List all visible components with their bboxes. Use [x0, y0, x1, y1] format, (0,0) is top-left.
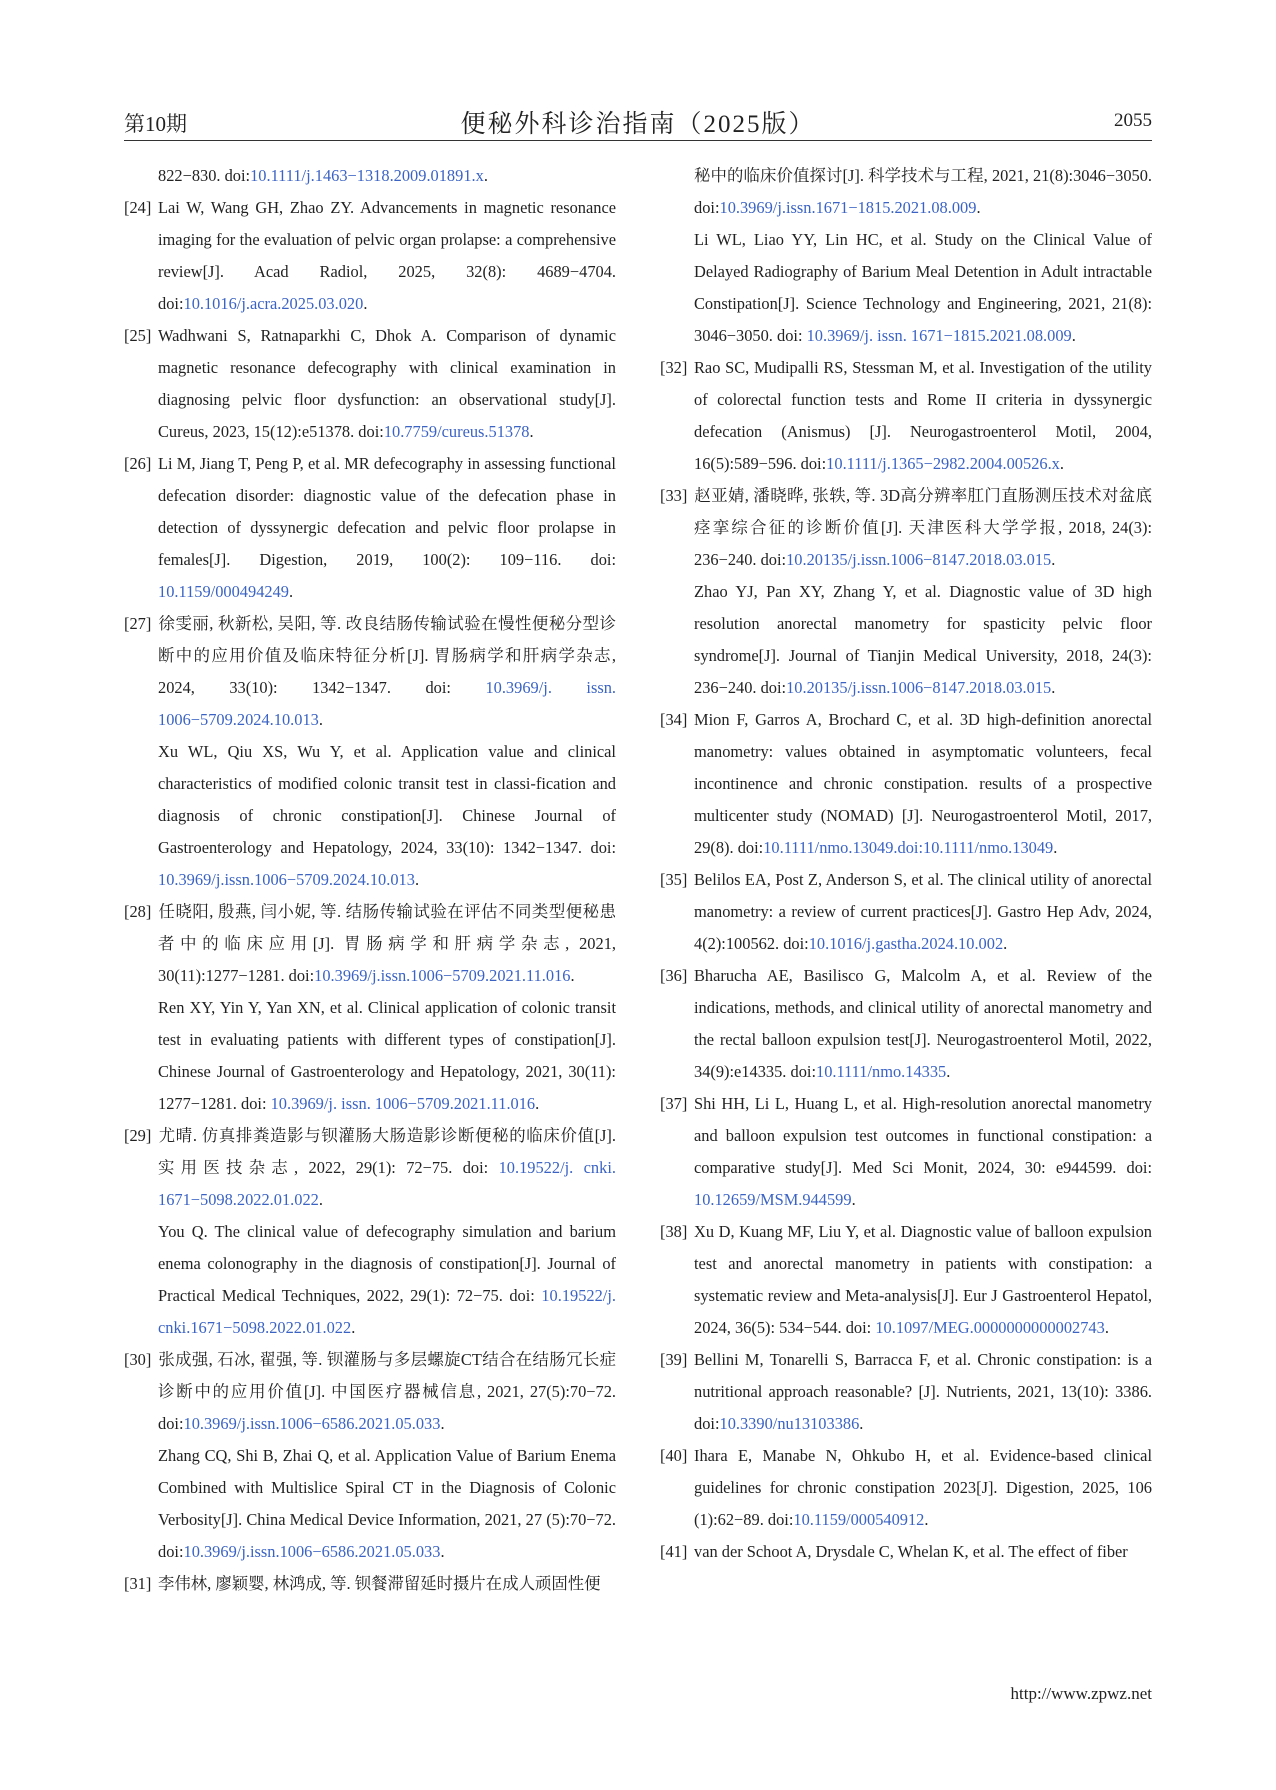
reference-entry	[660, 1344, 1152, 1440]
reference-tail: .	[946, 1062, 951, 1081]
doi-link[interactable]: 10.1111/nmo.13049.doi:10.1111/nmo.13049	[763, 838, 1054, 857]
doi-link[interactable]: 10.1111/j.1365−2982.2004.00526.x	[826, 454, 1060, 473]
reference-tail: .	[440, 1414, 445, 1433]
reference-entry	[660, 1536, 1152, 1568]
reference-entry	[124, 1216, 616, 1344]
reference-number: [27]	[124, 614, 152, 633]
reference-number: [33]	[660, 486, 688, 505]
reference-entry	[660, 1216, 1152, 1344]
reference-entry	[660, 352, 1152, 480]
doi-link[interactable]: 10.1159/000540912	[793, 1510, 925, 1529]
reference-entry	[124, 192, 616, 320]
reference-entry	[124, 1440, 616, 1568]
reference-entry	[660, 960, 1152, 1088]
doi-link[interactable]: 10.3969/j.issn.1006−5709.2021.11.016	[314, 966, 571, 985]
reference-text: Lai W, Wang GH, Zhao ZY. Advancements in magnetic resonance imaging for the evaluation of pelvic organ prolapse: a comprehensive review[J]. Acad Radiol, 2025, 32(8): 4689−4704. doi:	[158, 198, 616, 313]
reference-entry	[660, 480, 1152, 576]
doi-link[interactable]: 10.3969/j.issn.1006−5709.2024.10.013	[158, 870, 415, 889]
reference-number: [35]	[660, 870, 688, 889]
reference-text: 李伟林, 廖颖婴, 林鸿成, 等. 钡餐滞留延时摄片在成人顽固性便	[158, 1574, 601, 1593]
reference-tail: .	[351, 1318, 356, 1337]
reference-text: Xu WL, Qiu XS, Wu Y, et al. Application value and clinical characteristics of modified colonic transit test in classi-fication and diagnosis of chronic constipation[J]. Chinese Journal of Gastroenterology and Hepatology, 2024, 33(10): 1342−1347. doi:	[158, 742, 616, 857]
reference-number: [29]	[124, 1126, 152, 1145]
reference-column-left	[124, 160, 616, 1600]
reference-tail: .	[483, 166, 488, 185]
reference-tail: .	[859, 1414, 864, 1433]
reference-tail: .	[535, 1094, 540, 1113]
reference-tail: .	[288, 582, 294, 601]
reference-entry	[660, 704, 1152, 864]
doi-link[interactable]: 10.3969/j. issn. 1006−5709.2021.11.016	[270, 1094, 536, 1113]
doi-link[interactable]: 10.1016/j.acra.2025.03.020	[183, 294, 364, 313]
reference-text: Shi HH, Li L, Huang L, et al. High-resolution anorectal manometry and balloon expulsion test outcomes in functional constipation: a comparative study[J]. Med Sci Monit, 2024, 30: e944599. doi:	[694, 1094, 1152, 1177]
reference-entry	[660, 1088, 1152, 1216]
reference-tail: .	[1071, 326, 1076, 345]
reference-tail: .	[570, 966, 575, 985]
reference-tail: .	[851, 1190, 856, 1209]
doi-link[interactable]: 10.19522/j. cnki.1671−5098.2022.01.022	[158, 1286, 616, 1337]
reference-text: Ihara E, Manabe N, Ohkubo H, et al. Evidence-based clinical guidelines for chronic constipation 2023[J]. Digestion, 2025, 106 (1):62−89. doi:	[694, 1446, 1152, 1529]
doi-link[interactable]: 10.3969/j.issn.1006−6586.2021.05.033	[183, 1414, 441, 1433]
reference-number: [24]	[124, 198, 152, 217]
reference-text: 赵亚婧, 潘晓晔, 张轶, 等. 3D高分辨率肛门直肠测压技术对盆底痉挛综合征的诊断价值[J]. 天津医科大学学报, 2018, 24(3): 236−240. doi:	[694, 486, 1152, 569]
reference-entry	[124, 1344, 616, 1440]
doi-link[interactable]: 10.3969/j. issn. 1671−1815.2021.08.009	[806, 326, 1072, 345]
reference-number: [28]	[124, 902, 152, 921]
reference-entry	[660, 864, 1152, 960]
doi-link[interactable]: 10.1097/MEG.0000000000002743	[875, 1318, 1105, 1337]
reference-tail: .	[1104, 1318, 1109, 1337]
reference-text: 822−830. doi:	[158, 166, 251, 185]
reference-number: [39]	[660, 1350, 688, 1369]
reference-tail: .	[1051, 550, 1056, 569]
reference-text: Bellini M, Tonarelli S, Barracca F, et al. Chronic constipation: is a nutritional approach reasonable? [J]. Nutrients, 2021, 13(10): 3386. doi:	[694, 1350, 1152, 1433]
reference-entry	[124, 736, 616, 896]
reference-tail: .	[976, 198, 981, 217]
reference-entry	[124, 1568, 616, 1600]
reference-tail: .	[1053, 838, 1058, 857]
reference-text: Li WL, Liao YY, Lin HC, et al. Study on the Clinical Value of Delayed Radiography of Barium Meal Detention in Adult intractable Constipation[J]. Science Technology and Engineering, 2021, 21(8): 3046−3050. doi:	[694, 230, 1152, 345]
reference-number: [40]	[660, 1446, 688, 1465]
doi-link[interactable]: 10.19522/j. cnki. 1671−5098.2022.01.022	[158, 1158, 616, 1209]
reference-entry	[124, 1120, 616, 1216]
reference-number: [25]	[124, 326, 152, 345]
reference-text: Belilos EA, Post Z, Anderson S, et al. The clinical utility of anorectal manometry: a review of current practices[J]. Gastro Hep Adv, 2024, 4(2):100562. doi:	[694, 870, 1152, 953]
reference-text: Ren XY, Yin Y, Yan XN, et al. Clinical application of colonic transit test in evaluating patients with different types of constipation[J]. Chinese Journal of Gastroenterology and Hepatology, 2021, 30(11): 1277−1281. doi:	[158, 998, 616, 1113]
reference-tail: .	[1051, 678, 1056, 697]
reference-text: Zhao YJ, Pan XY, Zhang Y, et al. Diagnostic value of 3D high resolution anorectal manometry for spasticity pelvic floor syndrome[J]. Journal of Tianjin Medical University, 2018, 24(3): 236−240. doi:	[694, 582, 1152, 697]
doi-link[interactable]: 10.3969/j. issn. 1006−5709.2024.10.013	[158, 678, 616, 729]
reference-text: Bharucha AE, Basilisco G, Malcolm A, et al. Review of the indications, methods, and clinical utility of anorectal manometry and the rectal balloon expulsion test[J]. Neurogastroenterol Motil, 2022, 34(9):e14335. doi:	[694, 966, 1152, 1081]
reference-text: 徐雯丽, 秋新松, 吴阳, 等. 改良结肠传输试验在慢性便秘分型诊断中的应用价值及临床特征分析[J]. 胃肠病学和肝病学杂志, 2024, 33(10): 1342−1347. doi:	[158, 614, 616, 697]
reference-tail: .	[1059, 454, 1064, 473]
reference-number: [34]	[660, 710, 688, 729]
reference-entry	[124, 992, 616, 1120]
doi-link[interactable]: 10.20135/j.issn.1006−8147.2018.03.015	[786, 550, 1052, 569]
reference-number: [41]	[660, 1542, 688, 1561]
reference-entry	[124, 160, 616, 192]
reference-entry	[124, 448, 616, 608]
doi-link[interactable]: 10.1159/000494249	[158, 582, 289, 601]
reference-number: [26]	[124, 454, 152, 473]
reference-number: [38]	[660, 1222, 688, 1241]
doi-link[interactable]: 10.3969/j.issn.1671−1815.2021.08.009	[719, 198, 977, 217]
doi-link[interactable]: 10.1111/j.1463−1318.2009.01891.x	[250, 166, 484, 185]
doi-link[interactable]: 10.12659/MSM.944599	[694, 1190, 852, 1209]
doi-link[interactable]: 10.1016/j.gastha.2024.10.002	[808, 934, 1004, 953]
doi-link[interactable]: 10.7759/cureus.51378	[383, 422, 530, 441]
reference-entry	[124, 320, 616, 448]
doi-link[interactable]: 10.3969/j.issn.1006−6586.2021.05.033	[183, 1542, 441, 1561]
reference-entry	[660, 1440, 1152, 1536]
reference-column-right	[660, 160, 1152, 1568]
doi-link[interactable]: 10.20135/j.issn.1006−8147.2018.03.015	[786, 678, 1052, 697]
running-header	[124, 106, 1152, 141]
reference-text: 秘中的临床价值探讨[J]. 科学技术与工程, 2021, 21(8):3046−3050. doi:	[694, 166, 1152, 217]
reference-number: [30]	[124, 1350, 152, 1369]
journal-article-title: 便秘外科诊治指南（2025版）	[460, 111, 816, 138]
reference-number: [37]	[660, 1094, 688, 1113]
reference-tail: .	[529, 422, 534, 441]
page-number: 2055	[1114, 110, 1152, 131]
footer-url[interactable]: http://www.zpwz.net	[1010, 1684, 1152, 1703]
reference-entry	[124, 896, 616, 992]
doi-link[interactable]: 10.3390/nu13103386	[719, 1414, 860, 1433]
doi-link[interactable]: 10.1111/nmo.14335	[816, 1062, 947, 1081]
reference-text: 尤晴. 仿真排粪造影与钡灌肠大肠造影诊断便秘的临床价值[J]. 实用医技杂志, 2022, 29(1): 72−75. doi:	[158, 1126, 616, 1177]
reference-text: Xu D, Kuang MF, Liu Y, et al. Diagnostic value of balloon expulsion test and anorectal manometry in patients with constipation: a systematic review and Meta-analysis[J]. Eur J Gastroenterol Hepatol, 2024, 36(5): 534−544. doi:	[694, 1222, 1152, 1337]
reference-entry	[660, 160, 1152, 224]
reference-text: van der Schoot A, Drysdale C, Whelan K, et al. The effect of fiber	[694, 1542, 1128, 1561]
reference-text: Mion F, Garros A, Brochard C, et al. 3D high-definition anorectal manometry: values obtained in asymptomatic volunteers, fecal incontinence and chronic constipation. results of a prospective multicenter study (NOMAD) [J]. Neurogastroenterol Motil, 2017, 29(8). doi:	[694, 710, 1152, 857]
reference-text: You Q. The clinical value of defecography simulation and barium enema colonography in the diagnosis of constipation[J]. Journal of Practical Medical Techniques, 2022, 29(1): 72−75. doi:	[158, 1222, 616, 1305]
reference-tail: .	[318, 1190, 323, 1209]
reference-text: Rao SC, Mudipalli RS, Stessman M, et al. Investigation of the utility of colorectal function tests and Rome II criteria in dyssynergic defecation (Anismus) [J]. Neurogastroenterol Motil, 2004, 16(5):589−596. doi:	[694, 358, 1152, 473]
reference-entry	[124, 608, 616, 736]
reference-entry	[660, 576, 1152, 704]
reference-text: Wadhwani S, Ratnaparkhi C, Dhok A. Comparison of dynamic magnetic resonance defecography with clinical examination in diagnosing pelvic floor dysfunction: an observational study[J]. Cureus, 2023, 15(12):e51378. doi:	[158, 326, 616, 441]
reference-entry	[660, 224, 1152, 352]
reference-tail: .	[924, 1510, 929, 1529]
reference-text: 张成强, 石冰, 翟强, 等. 钡灌肠与多层螺旋CT结合在结肠冗长症诊断中的应用价值[J]. 中国医疗器械信息, 2021, 27(5):70−72. doi:	[158, 1350, 616, 1433]
reference-number: [31]	[124, 1574, 152, 1593]
reference-tail: .	[440, 1542, 445, 1561]
reference-tail: .	[363, 294, 368, 313]
reference-tail: .	[318, 710, 323, 729]
reference-text: 任晓阳, 殷燕, 闫小妮, 等. 结肠传输试验在评估不同类型便秘患者中的临床应用[J]. 胃肠病学和肝病学杂志, 2021, 30(11):1277−1281. doi:	[158, 902, 616, 985]
reference-number: [32]	[660, 358, 688, 377]
reference-text: Zhang CQ, Shi B, Zhai Q, et al. Application Value of Barium Enema Combined with Multislice Spiral CT in the Diagnosis of Colonic Verbosity[J]. China Medical Device Information, 2021, 27 (5):70−72. doi:	[158, 1446, 616, 1561]
reference-tail: .	[1003, 934, 1008, 953]
issue-number: 第10期	[124, 112, 187, 136]
reference-text: Li M, Jiang T, Peng P, et al. MR defecography in assessing functional defecation disorder: diagnostic value of the defecation phase in detection of dyssynergic defecation and pelvic floor prolapse in females[J]. Digestion, 2019, 100(2): 109−116. doi:	[158, 454, 616, 569]
reference-tail: .	[414, 870, 420, 889]
reference-number: [36]	[660, 966, 688, 985]
